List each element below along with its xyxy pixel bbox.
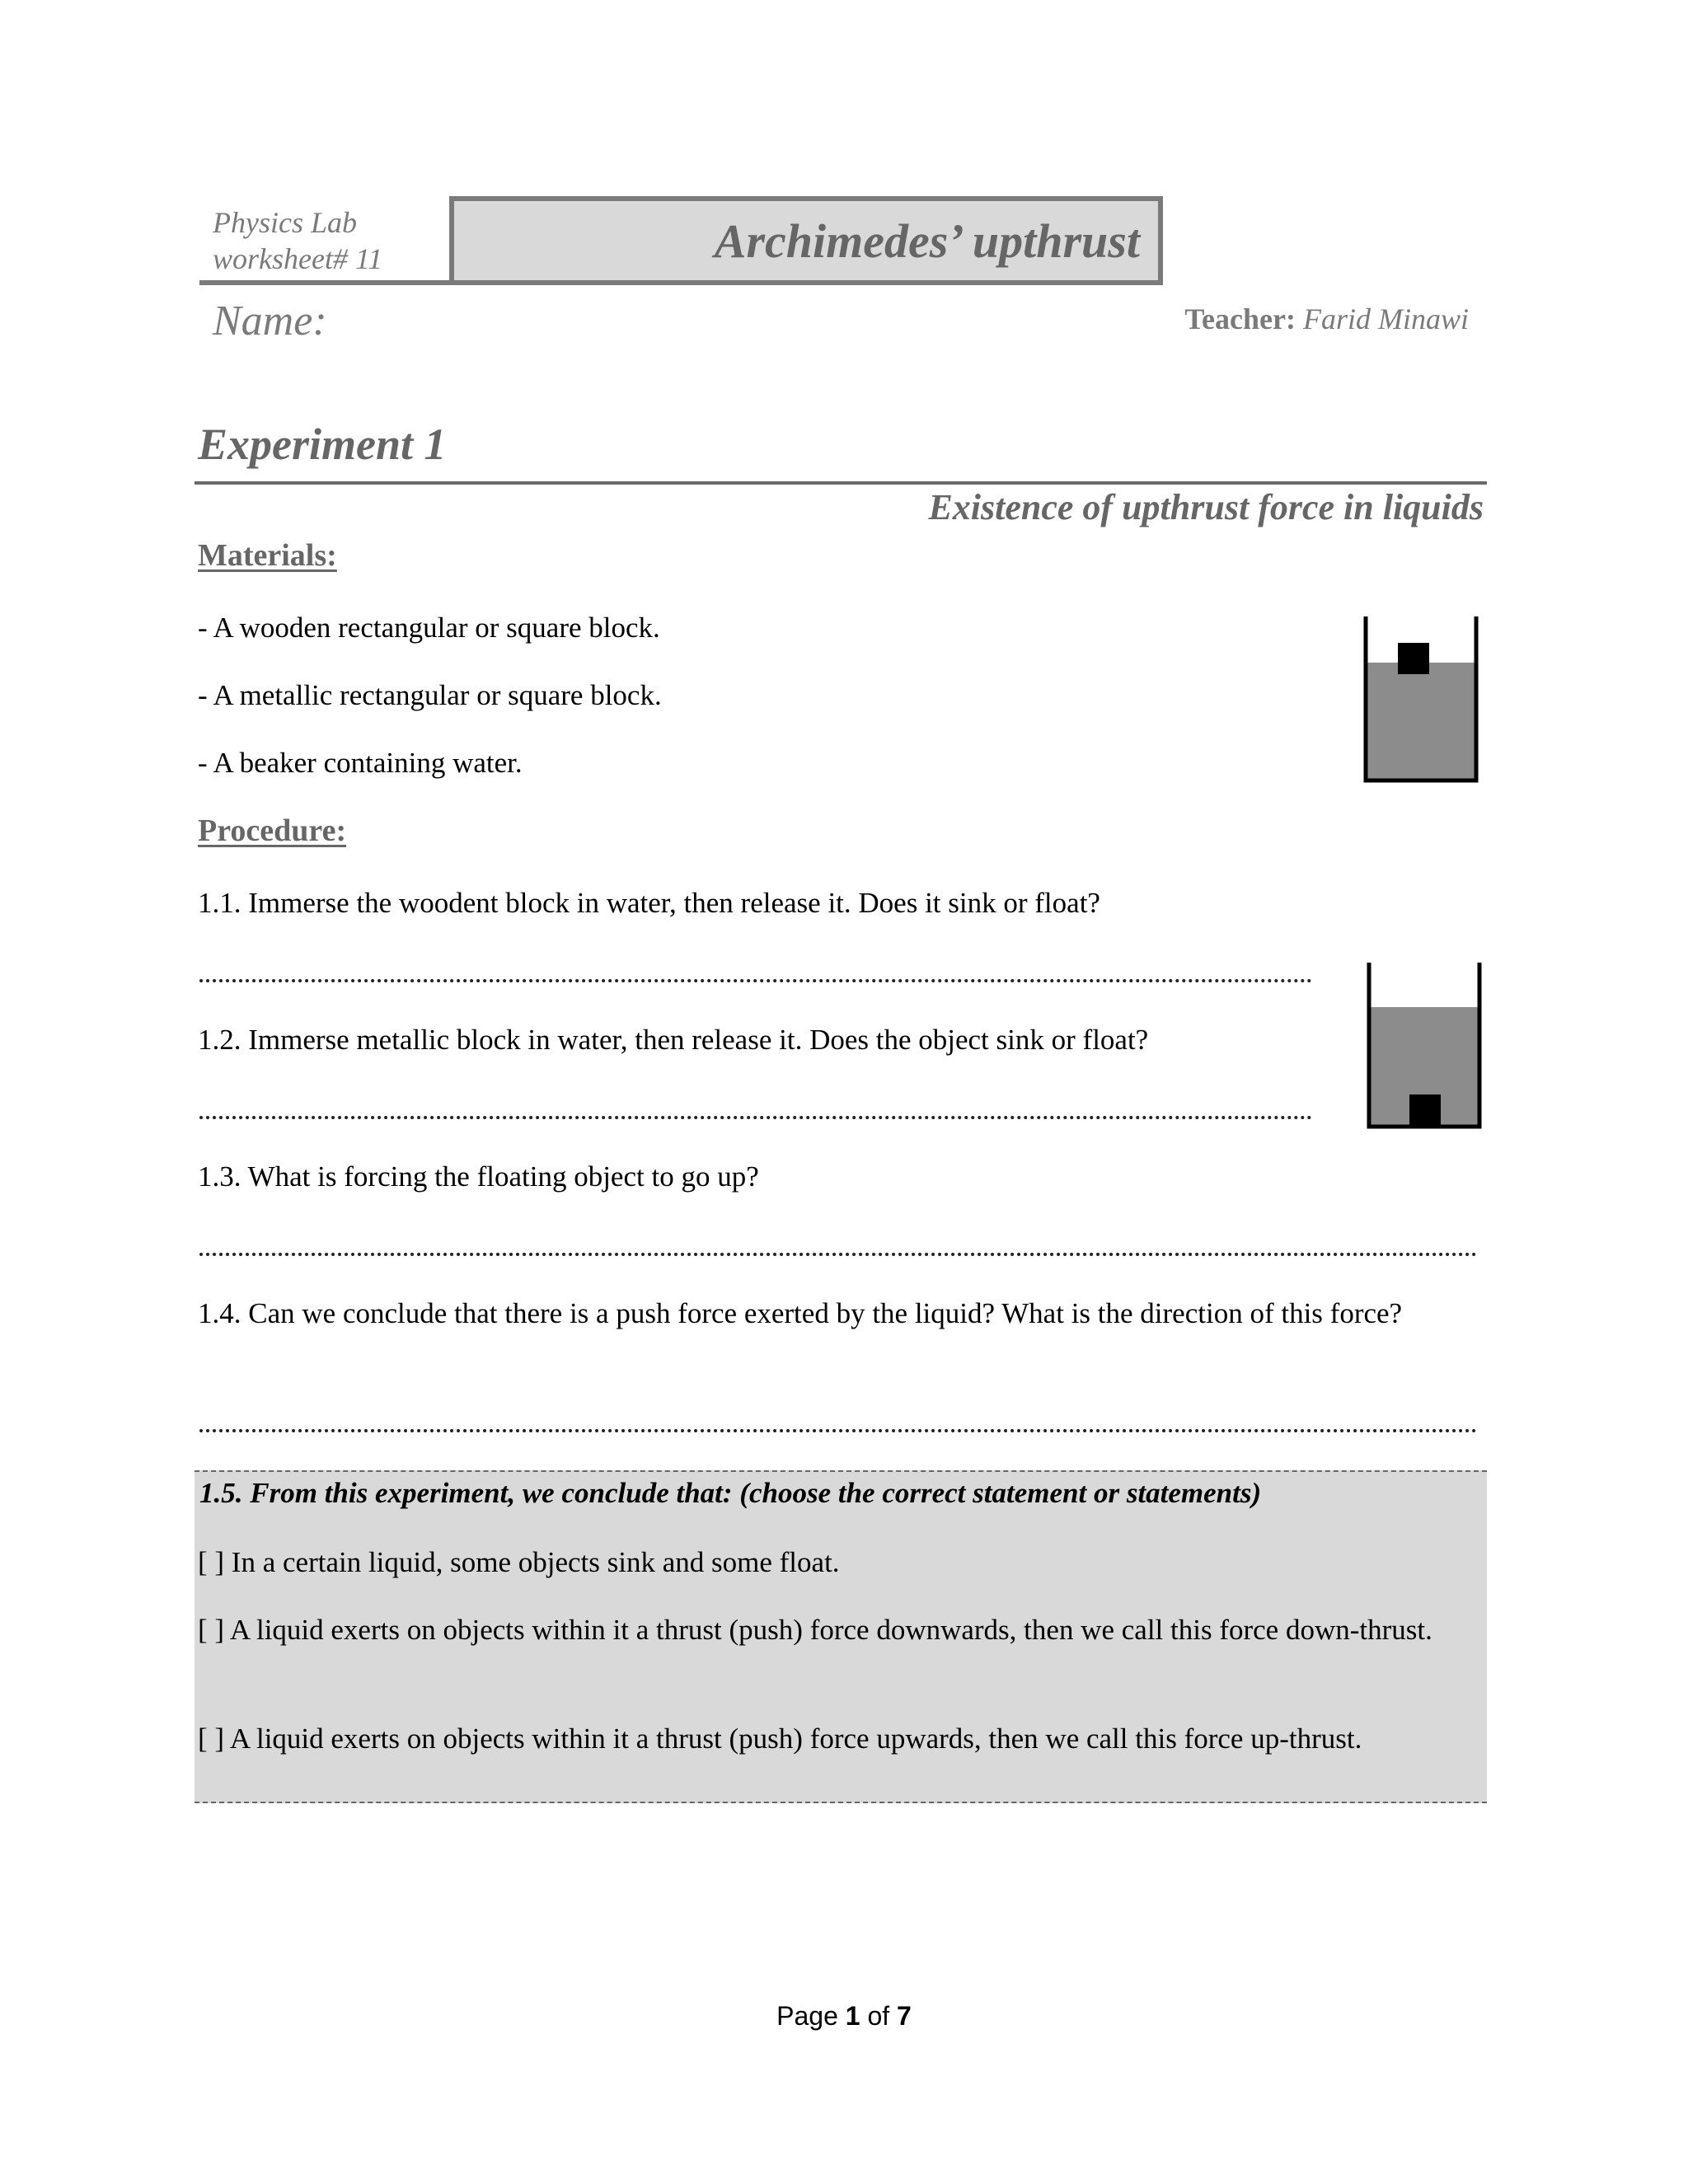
answer-line-q2[interactable] <box>199 1116 1312 1119</box>
answer-line-q4[interactable] <box>199 1429 1477 1432</box>
conclusion-question: 1.5. From this experiment, we conclude that: (choose the correct statement or statements) <box>199 1477 1262 1509</box>
beaker-floating-block-icon <box>1362 616 1480 785</box>
footer-page-word: Page <box>776 2001 838 2031</box>
teacher-line <box>1170 302 1469 336</box>
beaker-sinking-block-icon <box>1365 963 1484 1131</box>
material-item-metal: - A metallic rectangular or square block. <box>198 679 662 711</box>
name-label: Name: <box>213 298 327 344</box>
teacher-name: Farid Minawi <box>1302 302 1469 335</box>
conclusion-option-2[interactable]: [ ] A liquid exerts on objects within it a thrust (push) force downwards, then we call this force down-thrust. <box>198 1614 1432 1646</box>
experiment-rule <box>195 481 1487 485</box>
experiment-title: Experiment 1 <box>198 419 447 469</box>
material-item-wood: - A wooden rectangular or square block. <box>198 612 660 644</box>
footer-of-word: of <box>867 2001 890 2031</box>
answer-line-q1[interactable] <box>199 979 1312 982</box>
materials-heading: Materials: <box>198 538 337 573</box>
title-box <box>449 196 1163 285</box>
page-title: Archimedes’ upthrust <box>714 213 1140 268</box>
material-item-beaker: - A beaker containing water. <box>198 747 523 779</box>
answer-line-q3[interactable] <box>199 1253 1477 1256</box>
footer-total-pages: 7 <box>897 2001 912 2031</box>
conclusion-option-3[interactable]: [ ] A liquid exerts on objects within it a thrust (push) force upwards, then we call this force up-thrust. <box>198 1722 1362 1755</box>
procedure-heading: Procedure: <box>198 813 347 848</box>
lab-label-line1: Physics Lab <box>213 206 357 239</box>
procedure-q1: 1.1. Immerse the woodent block in water, then release it. Does it sink or float? <box>198 887 1100 919</box>
procedure-q4: 1.4. Can we conclude that there is a push force exerted by the liquid? What is the direction of this force? <box>198 1297 1403 1329</box>
procedure-q3: 1.3. What is forcing the floating object to go up? <box>198 1160 759 1193</box>
experiment-subtitle: Existence of upthrust force in liquids <box>928 487 1484 527</box>
header-rule <box>199 280 452 285</box>
lab-label-line2: worksheet# 11 <box>213 242 383 275</box>
teacher-key: Teacher: <box>1184 302 1296 335</box>
lab-label <box>213 204 443 277</box>
procedure-q2: 1.2. Immerse metallic block in water, then release it. Does the object sink or float? <box>198 1024 1149 1056</box>
footer-current-page: 1 <box>845 2001 860 2031</box>
conclusion-option-1[interactable]: [ ] In a certain liquid, some objects sink and some float. <box>198 1546 840 1578</box>
page-footer <box>0 2001 1688 2032</box>
